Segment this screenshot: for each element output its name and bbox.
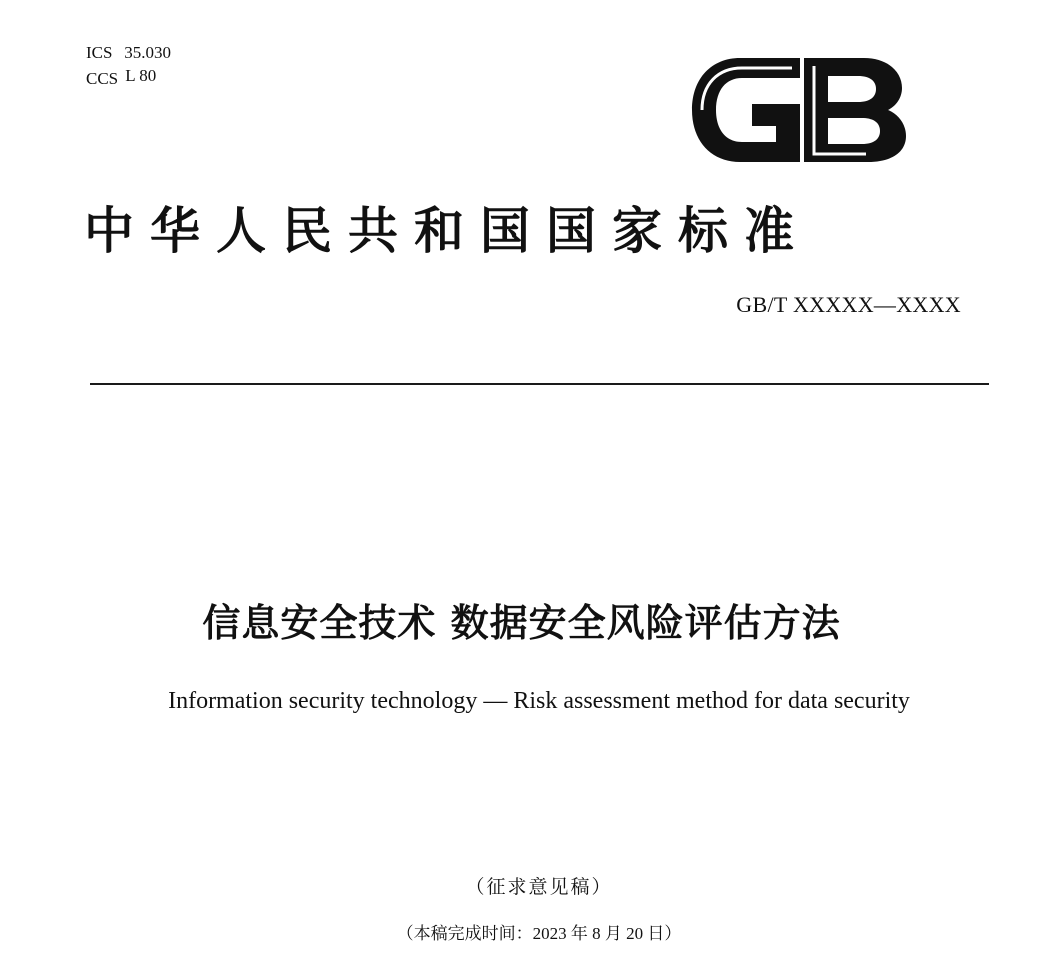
draft-completion-time: （本稿完成时间：2023 年 8 月 20 日） bbox=[396, 924, 682, 943]
ics-row bbox=[86, 40, 171, 66]
header-divider bbox=[90, 383, 989, 385]
title-english: Information security technology — Risk assessment method for data security bbox=[168, 688, 910, 714]
ccs-row bbox=[86, 66, 171, 92]
title-chinese: 信息安全技术 数据安全风险评估方法 bbox=[202, 601, 841, 645]
standard-number: GB/T XXXXX—XXXX bbox=[736, 292, 961, 317]
national-standard-heading: 中华人民共和国国家标准 bbox=[84, 202, 810, 260]
gb-logo bbox=[688, 52, 910, 168]
classification-codes bbox=[86, 40, 171, 92]
ics-label: ICS bbox=[86, 43, 113, 62]
ccs-value: L 80 bbox=[125, 66, 157, 85]
draft-status: （征求意见稿） bbox=[465, 877, 613, 898]
ccs-label: CCS bbox=[86, 69, 119, 88]
ics-value: 35.030 bbox=[124, 43, 171, 62]
